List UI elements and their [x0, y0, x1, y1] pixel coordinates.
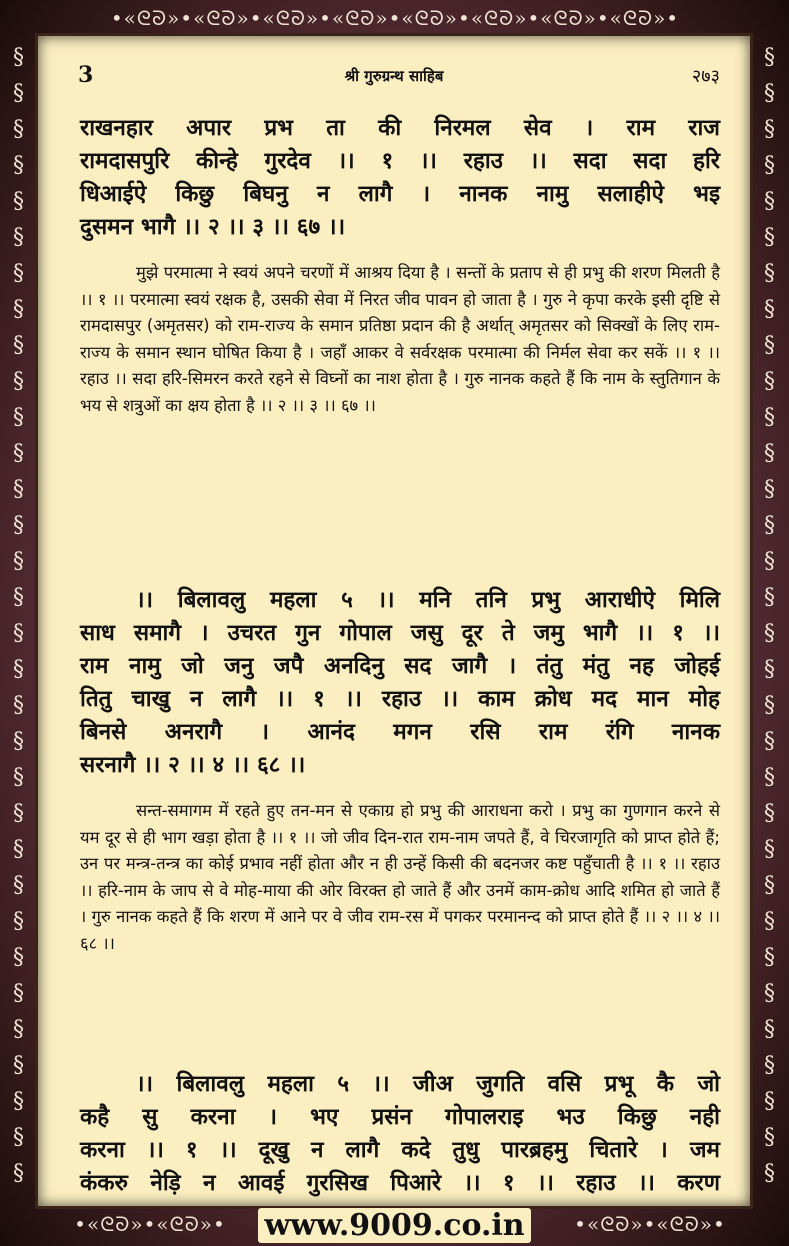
verse-line: राम नामु जो जनु जपै अनदिनु सद जागै । तंतु मंतु नह जोहई: [80, 653, 720, 679]
verse-line: रामदासपुरि कीन्हे गुरदेव ।। १ ।। रहाउ ।। सदा सदा हरि: [80, 148, 720, 174]
translation-2: सन्त-समागम में रहते हुए तन-मन से एकाग्र हो प्रभु की आराधना करो । प्रभु का गुणगान करने से यम दूर से ही भाग खड़ा होता है ।। १ ।। जो जीव दिन-रात राम-नाम जपते हैं, वे चिरजागृति को प्राप्त होते हैं; उन पर मन्त्र-तन्त्र का कोई प्रभाव नहीं होता और न ही उन्हें किसी की बदनजर कष्ट पहुँचाती है ।। १ ।। रहाउ ।। हरि-नाम के जाप से वे मोह-माया की ओर विरक्त हो जाते हैं और उनमें काम-क्रोध आदि शमित हो जाते हैं । गुरु नानक कहते हैं कि शरण में आने पर वे जीव राम-रस में पगकर परमानन्द को प्राप्त होते हैं ।। २ ।। ४ ।। ६८ ।।: [80, 801, 720, 953]
verse-line: धिआईऐ किछु बिघनु न लागै । नानक नामु सलाहीऐ भइ: [80, 181, 720, 207]
verse-line: करना ।। १ ।। दूखु न लागै कदे तुधु पारब्रहमु चितारे । जम: [80, 1137, 720, 1163]
website-url: www.9009.co.in: [258, 1208, 530, 1243]
frame-ornament-bottom-right: •«ᘓᘐ»•«ᘓᘐ»•: [574, 1212, 726, 1236]
frame-ornament-bottom-left: •«ᘓᘐ»•«ᘓᘐ»•: [74, 1212, 226, 1236]
gurbani-verse-3: [80, 1068, 720, 1200]
page-number-devanagari: २७३: [691, 66, 720, 87]
verse-line: दुसमन भागै ।। २ ।। ३ ।। ६७ ।।: [80, 214, 346, 240]
page-header: [38, 62, 750, 92]
frame-ornament-right: § § § § § § § § § § § § § § § § § § § § § § § § § § § § § § § §: [764, 45, 776, 1186]
verse-line: राखनहार अपार प्रभ ता की निरमल सेव । राम राज: [80, 115, 720, 141]
translation-1: मुझे परमात्मा ने स्वयं अपने चरणों में आश्रय दिया है । सन्तों के प्रताप से ही प्रभु की शरण मिलती है ।। १ ।। परमात्मा स्वयं रक्षक है, उसकी सेवा में निरत जीव पावन हो जाता है । गुरु ने कृपा करके इसी दृष्टि से रामदासपुर (अमृतसर) को राम-राज्य के समान प्रतिष्ठा प्रदान की है अर्थात् अमृतसर को सिक्खों के लिए राम-राज्य के समान स्थान घोषित किया है । जहाँ आकर वे सर्वरक्षक परमात्मा की निर्मल सेवा कर सकें ।। १ ।। रहाउ ।। सदा हरि-सिमरन करते रहने से विघ्नों का नाश होता है । गुरु नानक कहते हैं कि नाम के स्तुतिगान के भय से शत्रुओं का क्षय होता है ।। २ ।। ३ ।। ६७ ।।: [80, 263, 720, 415]
gurbani-verse-2: [80, 584, 720, 782]
verse-line: तितु चाखु न लागै ।। १ ।। रहाउ ।। काम क्रोध मद मान मोह: [80, 686, 720, 712]
verse-line: बिनसे अनरागै । आनंद मगन रसि राम रंगि नानक: [80, 719, 720, 745]
website-footer: [0, 1206, 789, 1246]
page-title: श्री गुरुग्रन्थ साहिब: [344, 67, 444, 85]
verse-line: कंकरु नेड़ि न आवई गुरसिख पिआरे ।। १ ।। रहाउ ।। करण: [80, 1170, 720, 1196]
verse-line: सरनागै ।। २ ।। ४ ।। ६८ ।।: [80, 752, 306, 778]
verse-line: साध समागै । उचरत गुन गोपाल जसु दूर ते जमु भागै ।। १ ।।: [80, 620, 720, 646]
frame-ornament-left: § § § § § § § § § § § § § § § § § § § § § § § § § § § § § § § §: [13, 45, 25, 1186]
scripture-page: [38, 36, 750, 1206]
verse-line: कहै सु करना । भए प्रसंन गोपालराइ भउ किछु नही: [80, 1104, 720, 1130]
gurbani-verse-1: [80, 112, 720, 244]
verse-line: ।। बिलावलु महला ५ ।। जीअ जुगति वसि प्रभू कै जो: [136, 1071, 720, 1097]
frame-ornament-top: •«ᘓᘐ»•«ᘓᘐ»•«ᘓᘐ»•«ᘓᘐ»•«ᘓᘐ»•«ᘓᘐ»•«ᘓᘐ»•«ᘓᘐ»•: [110, 6, 680, 30]
verse-line: ।। बिलावलु महला ५ ।। मनि तनि प्रभु आराधीऐ मिलि: [136, 587, 720, 613]
page-number: 3: [78, 62, 94, 88]
